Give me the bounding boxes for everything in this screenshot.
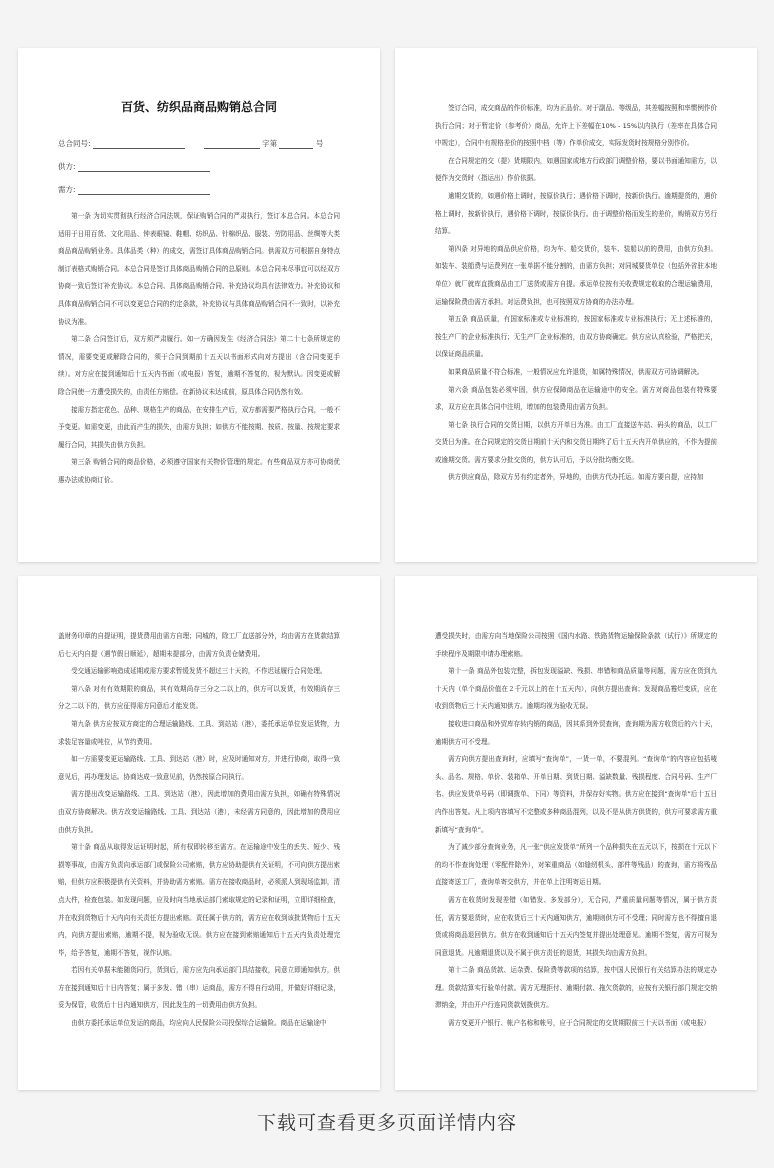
paragraph: 第十一条 商品外包装完整，拆包发现溢缺、残损、串错和商品质量等问题，需方应在货到九十天内（单个商品价值在２千元以上的在十五天内），向供方提出查询；发现商品霉烂变质，应在收到货物后三十天内通知供方。逾期均视为验收无误。 [435,667,717,711]
paragraph: 第九条 供方应按双方商定的合理运输路线、工具、到站站（港），委托承运单位发运货物，力求装足容量或吨位，从节约费用。 [58,719,340,746]
paragraph: 第十二条 商品货款、运杂费、保险费等款项的结算，按中国人民银行有关结算办法的规定办理。货款结算实行验单付款。需方无理拒付、逾期付款、拖欠货款的，应按有关银行部门规定交纳滞纳金，并由开户行连同货款划拨供方。 [435,966,717,1010]
paragraph: 供方供应商品，除双方另有约定者外，异地的，由供方代办托运。如需方要自提，应持加 [448,473,704,482]
number-label: 号 [315,139,324,148]
paragraph: 接需方指定花色、品种、规格生产的商品，在安排生产后，双方都需要严格执行合同，一般不予变更。如需变更，由此而产生的损失，由需方负担；如供方不能按期、按质、按量、按规定要求履行合同，其损失由供方负担。 [58,405,340,449]
document-page-4 [395,576,757,1090]
document-page-2 [395,48,757,562]
contract-number-label: 总合同号: [58,139,91,148]
download-more-link[interactable]: 下载可查看更多页面详情内容 [256,1112,517,1134]
paragraph: 需方向供方提出查询时，应填写“查询单”，一货一单，不要混列。“查询单”的内容应包括唛头、品名、规格、单价、装箱单、开单日期、到货日期、溢缺数量、残损程度、合同号码、生产厂名、供应发货单号码（即调拨单、下同）等资料，并保存好实物。供方应在接到“查询单”后十五日内作出答复。凡上项内容填写不完整或多种商品混列，以及不是从供方供货的，供方可要求需方重新填写“查询单”。 [435,755,717,834]
paragraph: 盖财务印章的自提证明，提货费用由需方自理；同城的，除工厂直送部分外，均由需方在货款结算后七天内自提（遇节假日顺延），超期未提部分，由需方负责仓储费用。 [58,632,340,658]
number-blank [279,139,313,149]
paragraph: 第二条 合同签订后，双方须严肃履行。如一方确因发生《经济合同法》第二十七条所规定的情况，需要变更或解除合同的，须于合同到期前十五天以书面形式向对方提出（含合同变更手续）。对方应在接到通知后十五天内书面（或电报）答复，逾期不答复的，视为默认。因变更或解除合同使一方遭受损失的，由责任方赔偿。在新协议未达成前，原具体合同仍然有效。 [58,335,340,396]
buyer-blank [78,185,210,195]
paragraph: 遭受损失时，由需方向当地保险公司按照《国内水路、铁路货物运输保险条款（试行）》所规定的手续程序及期限申请办理索赔。 [435,632,717,658]
paragraph: 逾期交货的，如遇价格上调时，按原价执行；遇价格下调时，按新价执行。逾期提货的，遇价格上调时，按新价执行，遇价格下调时，按原价执行。由于调整价格而发生的差价，购销双方另行结算。 [435,191,717,236]
paragraph: 签订合同，成交商品的作价标准，均为正品价。对于副品、等级品，其差幅按照和率惯例作价执行合同；对于暂定价（参考价）商品，允许上下差幅在10% - 15%以内执行（差率在具体合同中规定），合同中有规格差价的按照中档（等）作单价成交，实际发货时按规格分别作价。 [435,104,717,148]
paragraph: 需方变更开户银行、帐户名称和帐号，应于合同规定的交货期限前三十天以书面（或电报） [448,1019,710,1028]
char-label: 字第 [262,139,278,148]
paragraph: 如果商品质量不符合标准，一般情况应允许退货，如属特殊情况，供需双方可协调解决。 [448,367,704,376]
paragraph: 受交通运输影响造成延期或需方要求暂缓发货不超过三十天的，不作迟延履行合同处理。 [71,667,327,676]
supplier-label: 供方: [58,162,76,171]
buyer-label: 需方: [58,185,76,194]
paragraph: 第四条 对异地的商品供应价格，均为车、船交货价，装车、装船以前的费用，由供方负担。如装车、装船费与运费列在一张单据不能分割的，由需方负担；对同城要货单位（包括外省驻本地单位）就厂就库直拨商品由工厂送货或需方自提。承运单位按有关收费规定收取的合理运输费用，运输保险费由需方承担。对运费负担，也可按照双方协商的办法办理。 [435,244,717,306]
paragraph: 第一条 为切实贯彻执行经济合同法规，保证购销合同的严肃执行，签订本总合同。本总合同适用于日用百货、文化用品、钟表眼镜、鞋帽、纺织品、针棉织品、服装、劳防用品、丝绸等大类商品商品购销业务。具体品类（种）的成交，需签订具体商品购销合同。供需双方可根据自身特点制订表格式购销合同。本总合同是签订具体商品购销合同的总原则。本总合同未尽事宜可以经双方协商一致后签订补充协议。本总合同、具体商品购销合同、补充协议均具有法律效力。补充协议和具体商品购销合同不可以变更总合同的约定条款，补充协议与具体商品购销合同不一致时，以补充协议为准。 [58,212,340,326]
paragraph: 第六条 商品包装必须牢固，供方应保障商品在运输途中的安全。需方对商品包装有特殊要求，双方应在具体合同中注明，增加的包装费用由需方负担。 [435,385,717,412]
paragraph: 接收进口商品和外贸库存转内销的商品，因其系到外贸查询，查询期为需方收货后的六十天，逾期供方可不受理。 [435,719,717,746]
contract-number-line [58,135,340,152]
paragraph: 如一方需要变更运输路线、工具、到达站（港）时，应及时通知对方，并进行协商，取得一致意见后，再办理发运。协商达成一致意见前，仍然按原合同执行。 [58,755,340,781]
document-page-1 [18,48,380,562]
paragraph: 需方提出改变运输路线、工具、到达站（港），因此增加的费用由需方负担，如确有特殊情况由双方协商解决。供方改变运输路线、工具、到达站（港），未经需方同意的，因此增加的费用应由供方负担。 [58,790,340,834]
paragraph: 第十条 商品从取得发运证明时起，所有权即转移至需方。在运输途中发生的丢失、短少、残损等事故，由需方负责向承运部门或保险公司索赔，供方应协助提供有关证明，不可向供方提出索赔，但供方应积极提供有关资料，并协助需方索赔。需方在接收商品时，必须派人到现场监卸，清点大件，检查包装。如发现问题，应及时向当地承运部门索取规定的记录和证明，立即详细检查，并在收到货物后十天内向有关责任方提出索赔。责任属于供方的，需方应在收到该批货物后十五天内，向供方提出索赔，逾期不提，视为验收无误。供方应在接到索赔通知后十五天内负责处理完毕，给予答复，逾期不答复，视作认赔。 [58,843,340,957]
paragraph: 由供方委托承运单位发运的商品，均应向人民保险公司投保综合运输险。商品在运输途中 [71,1019,327,1028]
document-page-3 [18,576,380,1090]
char-prefix-blank [204,139,260,149]
supplier-blank [78,162,210,172]
supplier-line [58,158,340,175]
paragraph: 第八条 对有有效期限的商品，其有效期尚存三分之二以上的，供方可以发货，有效期尚存三分之二以下的，供方应征得需方同意后才能发货。 [58,684,340,711]
contract-number-blank [93,139,185,149]
paragraph: 第三条 购销合同的商品价格，必须遵守国家有关物价管理的规定。有些商品双方亦可协商优惠办法或协商订价。 [58,458,340,484]
paragraph: 为了减少部分查询业务，凡一张“供应发货单”所列一个品种损失在五元以下，按损在十元以下的均不作查询处理（零配件除外），对笨重商品（如缝纫机头、部件等残品）的查询，需方将残品直接寄送工厂，查询单寄交供方，并在单上注明寄运日期。 [435,843,717,887]
paragraph: 第五条 商品质量，有国家标准或专业标准的，按国家标准或专业标准执行；无上述标准的，按生产厂的企业标准执行；无生产厂企业标准的，由双方协商确定。供方应认真检验，严格把关，以保证商品质量。 [435,315,717,359]
paragraph: 需方在收货时发现差错（如错发、多发部分），无合同，严重质量问题等情况，属于供方责任，需方要退货时，应在收货后三十天内通知供方，逾期则供方可不受理；同时需方也不得擅自退货或将商品退回供方。供方在收到通知后十五天内签复并提出处理意见。逾期不签复，需方可视为同意退货。凡逾期退货以及不属于供方责任的退货，其损失均由需方负担。 [435,895,717,957]
document-title: 百货、纺织品商品购销总合同 [120,100,277,114]
paragraph: 第七条 执行合同的交货日期，以供方开单日为准。由工厂直接送车站、码头的商品，以工厂交货日为准。在合同规定的交货日期前十天内和交货日期终了后十五天内开单供应的，不作为提前或逾期交货。需方要求分批交货的，供方认可后，予以分批均衡交货。 [435,420,717,464]
paragraph: 在合同规定的交（提）货期限内，如遇国家或地方行政部门调整价格，要以书面通知需方，以便作为交货时（指运出）作价依据。 [435,156,717,183]
paragraph: 若因有关单据未能随货同行，货到后，需方应先向承运部门具结接收，同意立即通知供方，供方在接到通知后十日内答复；属于多发、错（串）运商品，需方不得自行动用，并做好详细记录，妥为保管，收货后十日内通知供方，因此发生的一切费用由供方负担。 [58,966,340,1010]
buyer-line [58,181,340,198]
